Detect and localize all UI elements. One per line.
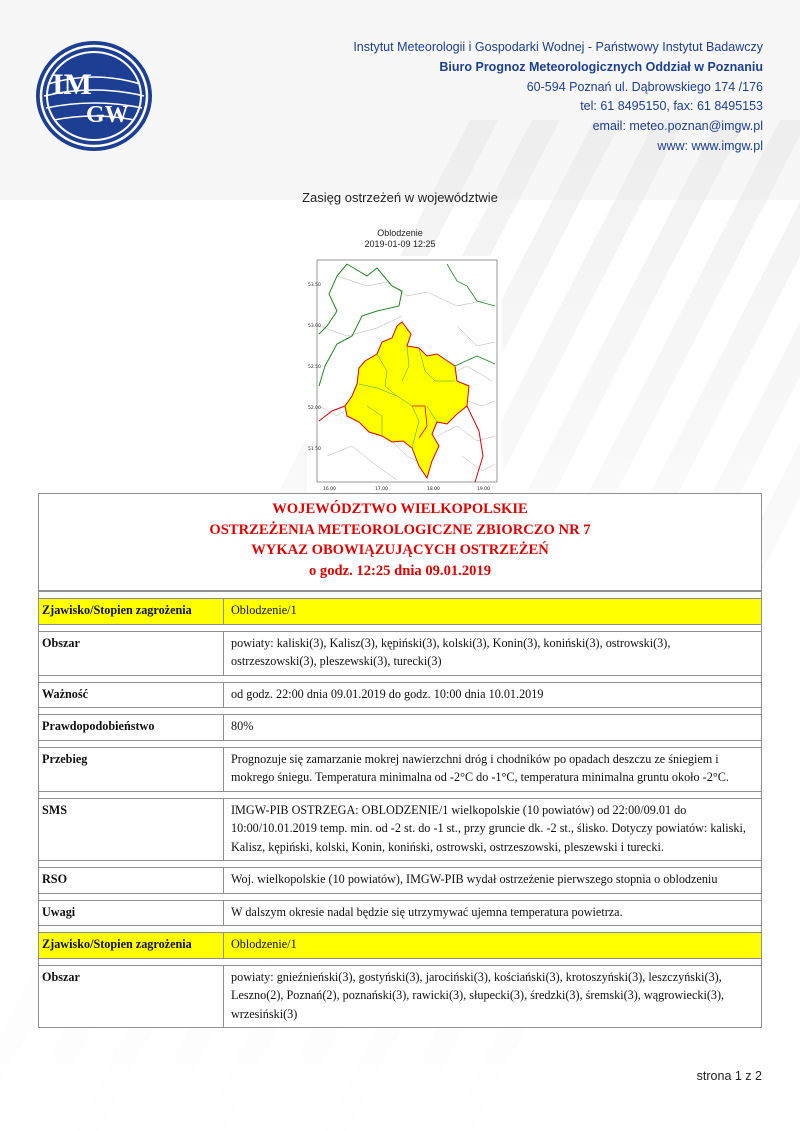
row-label: Obszar [42, 969, 80, 984]
map-title: Oblodzenie [377, 228, 423, 238]
row-label: Zjawisko/Stopien zagrożenia [39, 933, 223, 958]
spacer [39, 675, 761, 682]
lat-tick: 52.00 [308, 406, 321, 411]
row-label: Prawdopodobieństwo [42, 719, 155, 733]
row-probability [39, 714, 761, 740]
row-label: Uwagi [42, 904, 76, 919]
lon-tick: 18.00 [427, 487, 440, 492]
address: 60-594 Poznań ul. Dąbrowskiego 174 /176 [526, 79, 763, 94]
lon-tick: 17.00 [375, 487, 388, 492]
institute-header [353, 38, 763, 157]
spacer [39, 624, 761, 631]
spacer [39, 791, 761, 798]
phone-fax: tel: 61 8495150, fax: 61 8495153 [580, 99, 763, 114]
row-area-2 [39, 965, 761, 1028]
institute-name: Instytut Meteorologii i Gospodarki Wodnej - Państwowy Instytut Badawczy [353, 40, 763, 54]
spacer [39, 860, 761, 867]
row-value: od godz. 22:00 dnia 09.01.2019 do godz. 10:00 dnia 10.01.2019 [223, 683, 761, 708]
row-value: Oblodzenie/1 [223, 599, 761, 624]
row-validity [39, 682, 761, 708]
row-label: Ważność [42, 686, 89, 701]
row-phenomenon [39, 598, 761, 624]
lat-tick: 52.50 [308, 365, 321, 370]
lat-tick: 53.00 [308, 324, 321, 329]
report-header [39, 494, 761, 591]
spacer [39, 740, 761, 747]
lon-tick: 19.00 [477, 487, 490, 492]
lat-tick: 53.50 [308, 283, 321, 288]
report-title-time: o godz. 12:25 dnia 09.01.2019 [308, 562, 492, 579]
email[interactable]: email: meteo.poznan@imgw.pl [592, 119, 763, 134]
row-value: Woj. wielkopolskie (10 powiatów), IMGW-PIB wydał ostrzeżenie pierwszego stopnia o oblodzeniu [223, 868, 761, 893]
warnings-report [38, 493, 762, 1028]
row-label: Obszar [42, 635, 80, 650]
row-course [39, 747, 761, 791]
report-title-summary: OSTRZEŻENIA METEOROLOGICZNE ZBIORCZO NR 7 [209, 521, 591, 538]
row-rso [39, 867, 761, 893]
spacer [39, 591, 761, 598]
row-label: Zjawisko/Stopien zagrożenia [39, 599, 223, 624]
row-value: Prognozuje się zamarzanie mokrej nawierzchni dróg i chodników po opadach deszczu ze śniegiem i mokrego śniegu. Temperatura minimalna od -2°C do -1°C, temperatura minimalna gruntu około -2°C. [223, 748, 761, 791]
lon-tick: 16.00 [323, 487, 336, 492]
row-area [39, 631, 761, 675]
spacer [39, 958, 761, 965]
warning-map [307, 256, 502, 492]
row-value: 80% [223, 715, 761, 740]
row-label: Przebieg [42, 751, 88, 766]
row-value: powiaty: gnieźnieński(3), gostyński(3), jarociński(3), kościański(3), krotoszyński(3), leszczyński(3), Leszno(2), Poznań(2), poznański(3), rawicki(3), słupecki(3), średzki(3), śremski(3), wągrowiecki(3), wrzesiński(3) [223, 966, 761, 1028]
row-label: SMS [42, 802, 68, 817]
row-sms [39, 798, 761, 861]
logo-text-gw: GW [86, 102, 129, 128]
row-value: powiaty: kaliski(3), Kalisz(3), kępiński(3), kolski(3), Konin(3), koniński(3), ostrowski(3), ostrzeszowski(3), pleszewski(3), turecki(3) [223, 632, 761, 675]
office-name: Biuro Prognoz Meteorologicznych Oddział w Poznaniu [439, 59, 763, 74]
row-phenomenon-2 [39, 932, 761, 958]
row-value: IMGW-PIB OSTRZEGA: OBLODZENIE/1 wielkopolskie (10 powiatów) od 22:00/09.01 do 10:00/10.01.2019 temp. min. od -2 st. do -1 st., przy gruncie dk. -2 st., ślisko. Dotyczy powiatów: kaliski, Kalisz, kępiński, kolski, Konin, koniński, ostrowski, ostrzeszowski, pleszewski i turecki. [223, 799, 761, 861]
map-section-heading: Zasięg ostrzeżeń w województwie [302, 190, 498, 205]
row-remarks [39, 900, 761, 926]
map-title-block [300, 228, 500, 250]
row-value: W dalszym okresie nadal będzie się utrzymywać ujemna temperatura powietrza. [223, 901, 761, 926]
lat-tick: 51.50 [308, 447, 321, 452]
page-number: strona 1 z 2 [696, 1069, 762, 1083]
imgw-logo [34, 40, 154, 152]
logo-text-im: IM [52, 68, 92, 101]
spacer [39, 893, 761, 900]
row-label: RSO [42, 872, 68, 886]
spacer [39, 707, 761, 714]
map-datetime: 2019-01-09 12:25 [364, 239, 436, 249]
spacer [39, 925, 761, 932]
row-value: Oblodzenie/1 [223, 933, 761, 958]
report-title-voivodeship: WOJEWÓDZTWO WIELKOPOLSKIE [272, 501, 528, 517]
website[interactable]: www: www.imgw.pl [657, 138, 763, 153]
report-title-list: WYKAZ OBOWIĄZUJĄCYCH OSTRZEŻEŃ [251, 542, 549, 558]
